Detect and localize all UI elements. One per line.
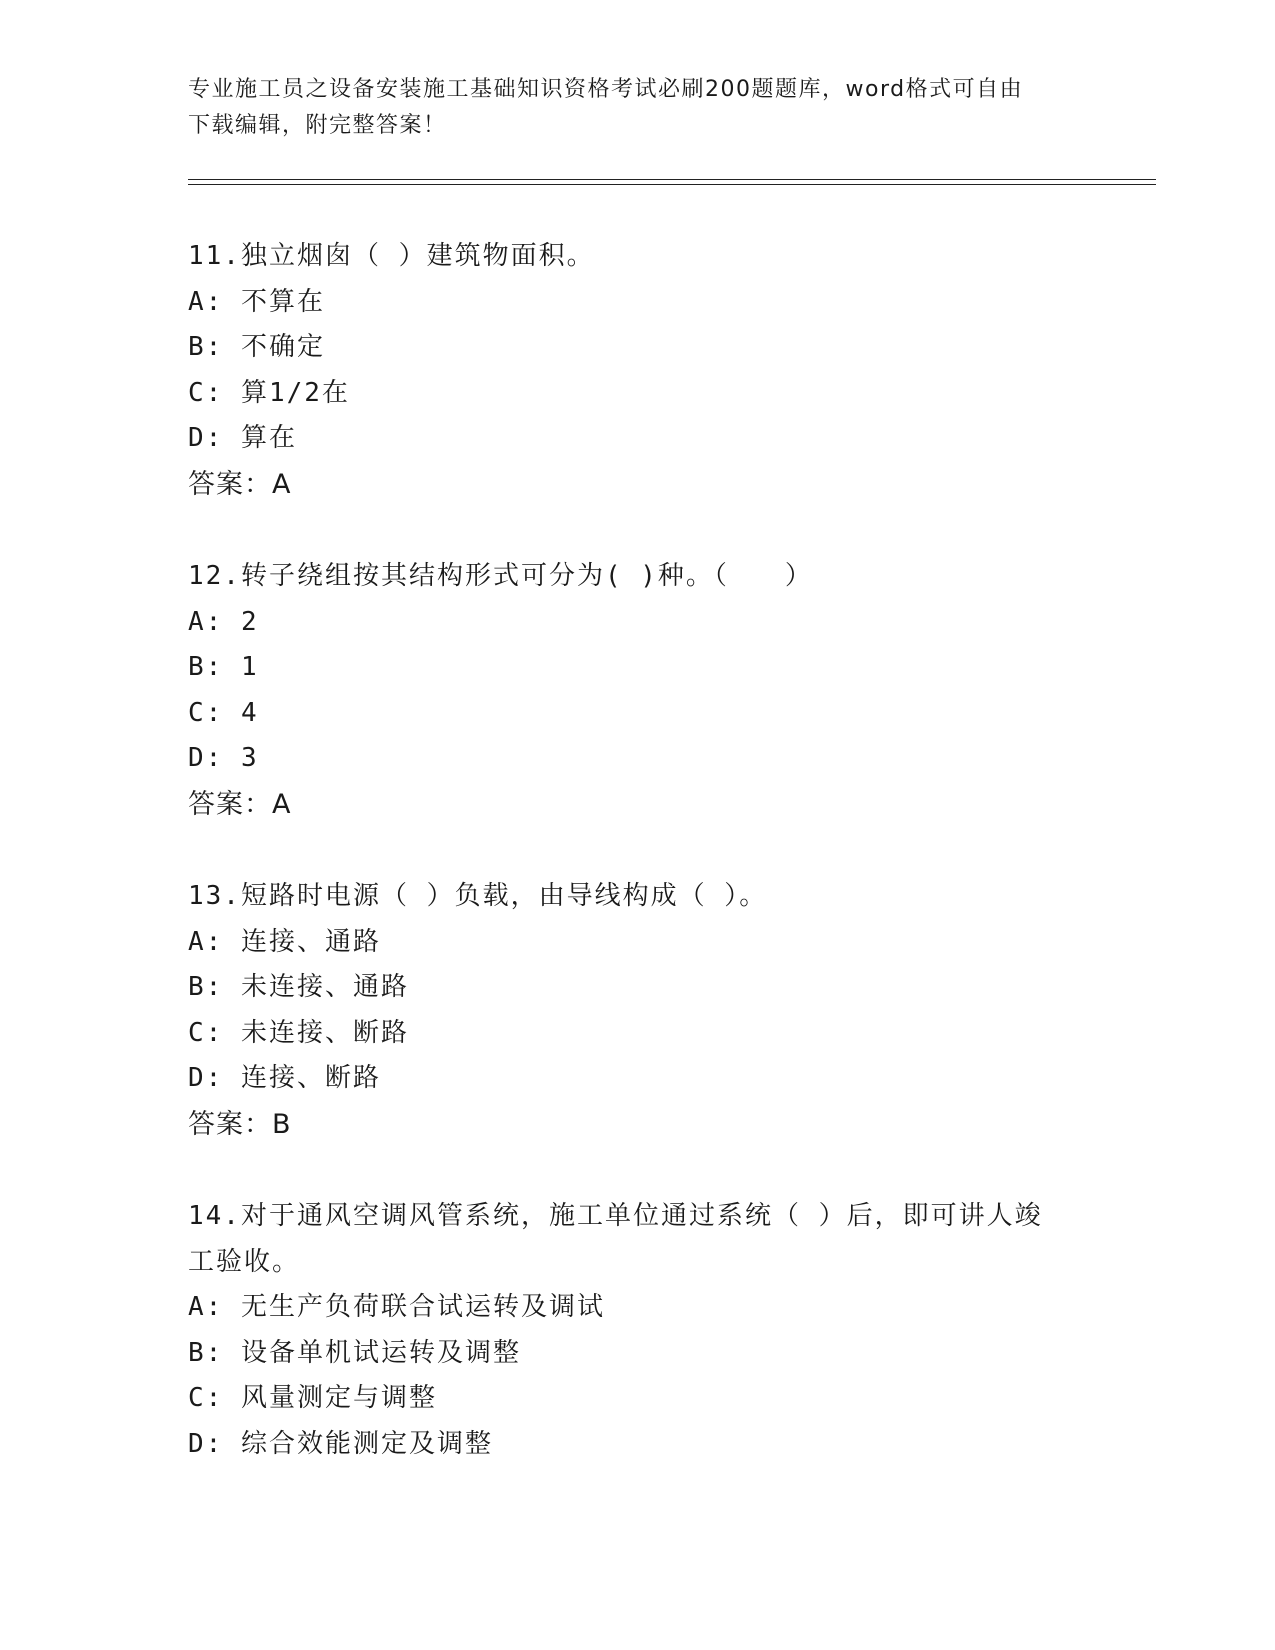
question-stem: 13.短路时电源（ ）负载，由导线构成（ ）。 bbox=[188, 881, 768, 911]
option-b: B: 未连接、通路 bbox=[188, 972, 409, 1002]
question-stem-line-2: 工验收。 bbox=[188, 1246, 301, 1277]
option-b: B: 设备单机试运转及调整 bbox=[188, 1337, 521, 1368]
document-header bbox=[188, 72, 1088, 144]
option-d: D: 综合效能测定及调整 bbox=[188, 1428, 493, 1459]
question-stem: 12.转子绕组按其结构形式可分为( )种。（ ） bbox=[188, 561, 813, 591]
option-c: C: 未连接、断路 bbox=[188, 1017, 409, 1048]
option-b: B: 不确定 bbox=[188, 332, 325, 362]
option-a: A: 不算在 bbox=[188, 286, 325, 317]
option-d: D: 连接、断路 bbox=[188, 1063, 381, 1093]
header-divider-bottom bbox=[188, 184, 1156, 185]
answer-label: 答案：B bbox=[188, 1108, 292, 1140]
option-c: C: 算1/2在 bbox=[188, 377, 350, 408]
question-stem-line-1: 14.对于通风空调风管系统，施工单位通过系统（ ）后，即可讲人竣 bbox=[188, 1201, 1043, 1231]
option-a: A: 连接、通路 bbox=[188, 926, 381, 957]
question-11 bbox=[188, 234, 1088, 507]
option-c: C: 4 bbox=[188, 697, 259, 728]
question-14 bbox=[188, 1194, 1088, 1467]
option-a: A: 无生产负荷联合试运转及调试 bbox=[188, 1292, 605, 1322]
option-d: D: 3 bbox=[188, 743, 259, 773]
question-13 bbox=[188, 874, 1088, 1147]
answer-label: 答案：A bbox=[188, 468, 292, 500]
header-divider-top bbox=[188, 179, 1156, 180]
option-b: B: 1 bbox=[188, 652, 259, 682]
header-line-1: 专业施工员之设备安装施工基础知识资格考试必刷200题题库，word格式可自由 bbox=[188, 77, 1024, 102]
option-d: D: 算在 bbox=[188, 423, 297, 453]
header-line-2: 下载编辑，附完整答案！ bbox=[188, 113, 447, 138]
question-stem: 11.独立烟囱（ ）建筑物面积。 bbox=[188, 241, 595, 271]
question-12 bbox=[188, 554, 1088, 827]
option-a: A: 2 bbox=[188, 606, 259, 637]
answer-label: 答案：A bbox=[188, 788, 292, 820]
option-c: C: 风量测定与调整 bbox=[188, 1383, 437, 1413]
